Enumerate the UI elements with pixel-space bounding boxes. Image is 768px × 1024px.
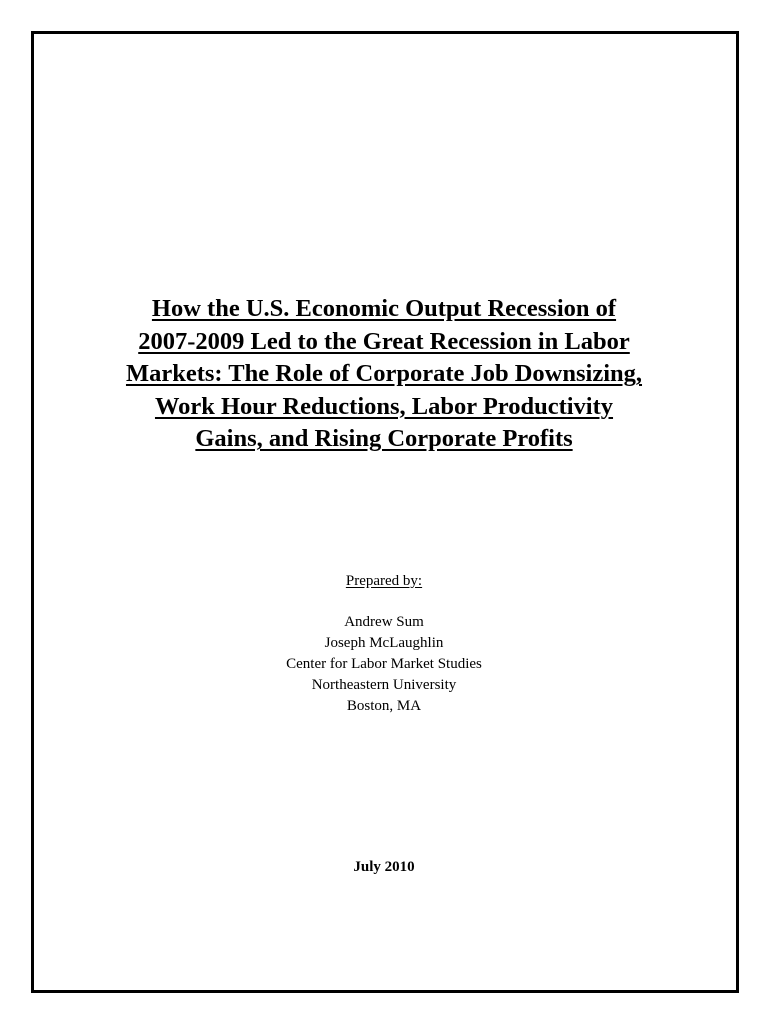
title-line-text: Work Hour Reductions, Labor Productivity: [154, 392, 614, 420]
author-name: Joseph McLaughlin: [324, 635, 444, 651]
prepared-by-label: [40, 571, 728, 591]
organization-name: Center for Labor Market Studies: [286, 656, 482, 672]
author-name: Andrew Sum: [344, 614, 424, 630]
title-line: [40, 326, 728, 359]
document-title: [40, 293, 728, 456]
title-line: [40, 423, 728, 456]
university-name: Northeastern University: [311, 677, 457, 693]
prepared-by-label-text: Prepared by:: [345, 573, 423, 589]
title-line-text: Gains, and Rising Corporate Profits: [195, 425, 573, 452]
location: Boston, MA: [346, 698, 422, 714]
title-line-text: Markets: The Role of Corporate Job Downsizing,: [125, 360, 643, 387]
title-line: [40, 358, 728, 391]
title-line-text: 2007-2009 Led to the Great Recession in Labor: [138, 327, 630, 355]
publication-date: July 2010: [353, 859, 415, 875]
page-border: [31, 31, 739, 993]
author-block: [40, 612, 728, 717]
title-line: [40, 293, 728, 326]
title-line: [40, 391, 728, 424]
title-line-text: How the U.S. Economic Output Recession of: [151, 295, 617, 322]
